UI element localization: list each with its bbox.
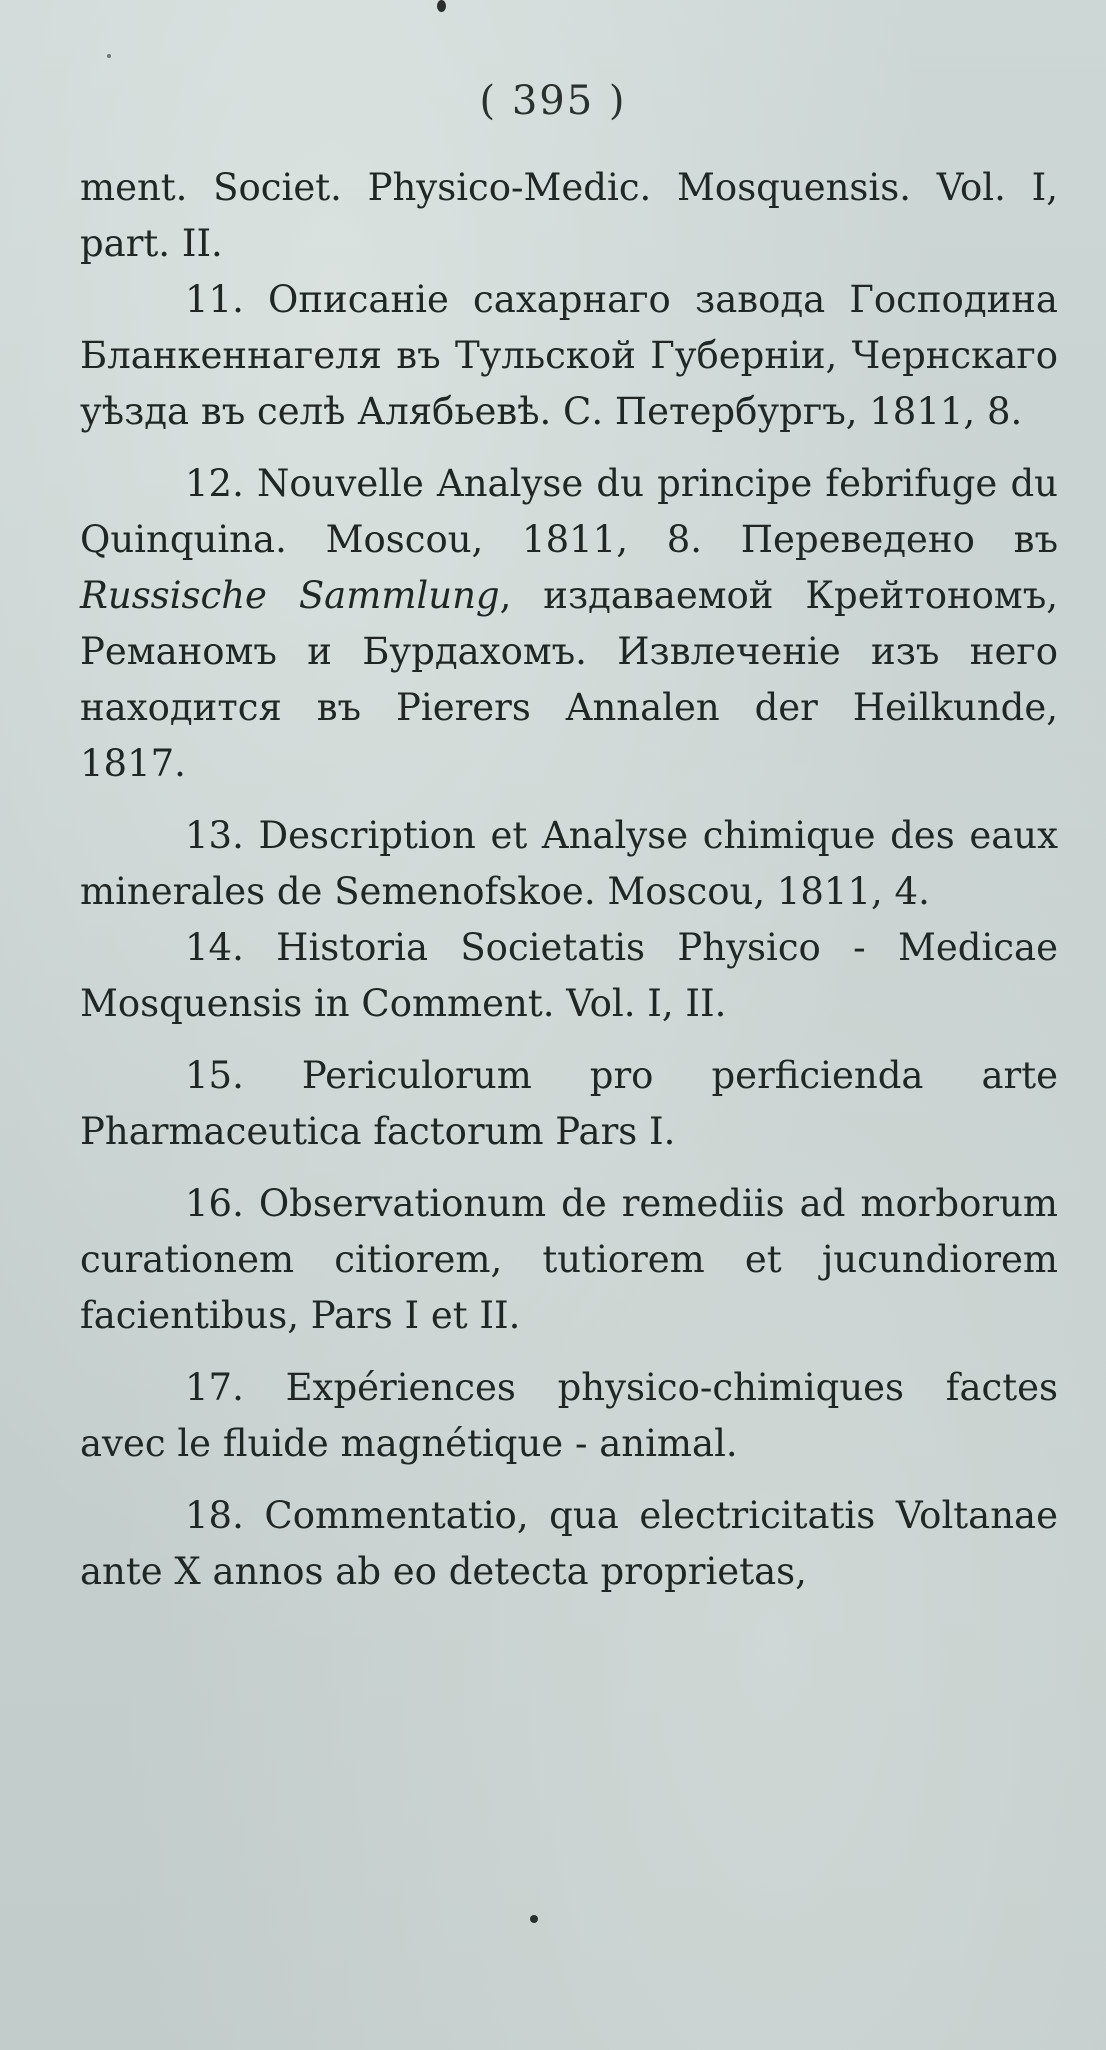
entry-14: 14. Historia Societatis Physico - Medicae Mosquensis in Comment. Vol. I, II.: [80, 926, 1058, 1025]
entry-12-italic-title: Russische Sammlung: [80, 574, 500, 617]
entry-11: 11. Описаніе сахарнаго завода Господина Бланкеннагеля въ Тульской Губерніи, Чернскаго уѣзда въ селѣ Алябьевѣ. С. Петербургъ, 1811, 8.: [80, 278, 1058, 433]
entry-12-after: , издаваемой Крейтономъ, Реманомъ и Бурдахомъ. Извлеченіе изъ него находится въ Pierers Annalen der Heilkunde, 1817.: [80, 574, 1059, 785]
entry-13: 13. Description et Analyse chimique des eaux minerales de Semenofskoe. Moscou, 1811, 4.: [80, 814, 1058, 913]
ink-speck: [530, 1915, 538, 1923]
page-number: ( 395 ): [479, 78, 627, 124]
body-text: [80, 160, 1058, 1600]
entry-16: 16. Observationum de remediis ad morborum curationem citiorem, tutiorem et jucundiorem facientibus, Pars I et II.: [80, 1182, 1058, 1337]
paragraph-continuation: ment. Societ. Physico-Medic. Mosquensis. Vol. I, part. II.: [80, 166, 1058, 265]
entry-12-before: 12. Nouvelle Analyse du principe febrifuge du Quinquina. Moscou, 1811, 8. Переведено въ: [80, 462, 1058, 561]
ink-speck: [437, 0, 446, 12]
ink-speck: [107, 54, 111, 58]
entry-15: 15. Periculorum pro perficienda arte Pharmaceutica factorum Pars I.: [80, 1054, 1058, 1153]
entry-17: 17. Expériences physico-chimiques factes avec le fluide magnétique - animal.: [80, 1366, 1058, 1465]
entry-12: [80, 456, 1058, 792]
entry-18: 18. Commentatio, qua electricitatis Voltanae ante X annos ab eo detecta proprietas,: [80, 1494, 1058, 1593]
